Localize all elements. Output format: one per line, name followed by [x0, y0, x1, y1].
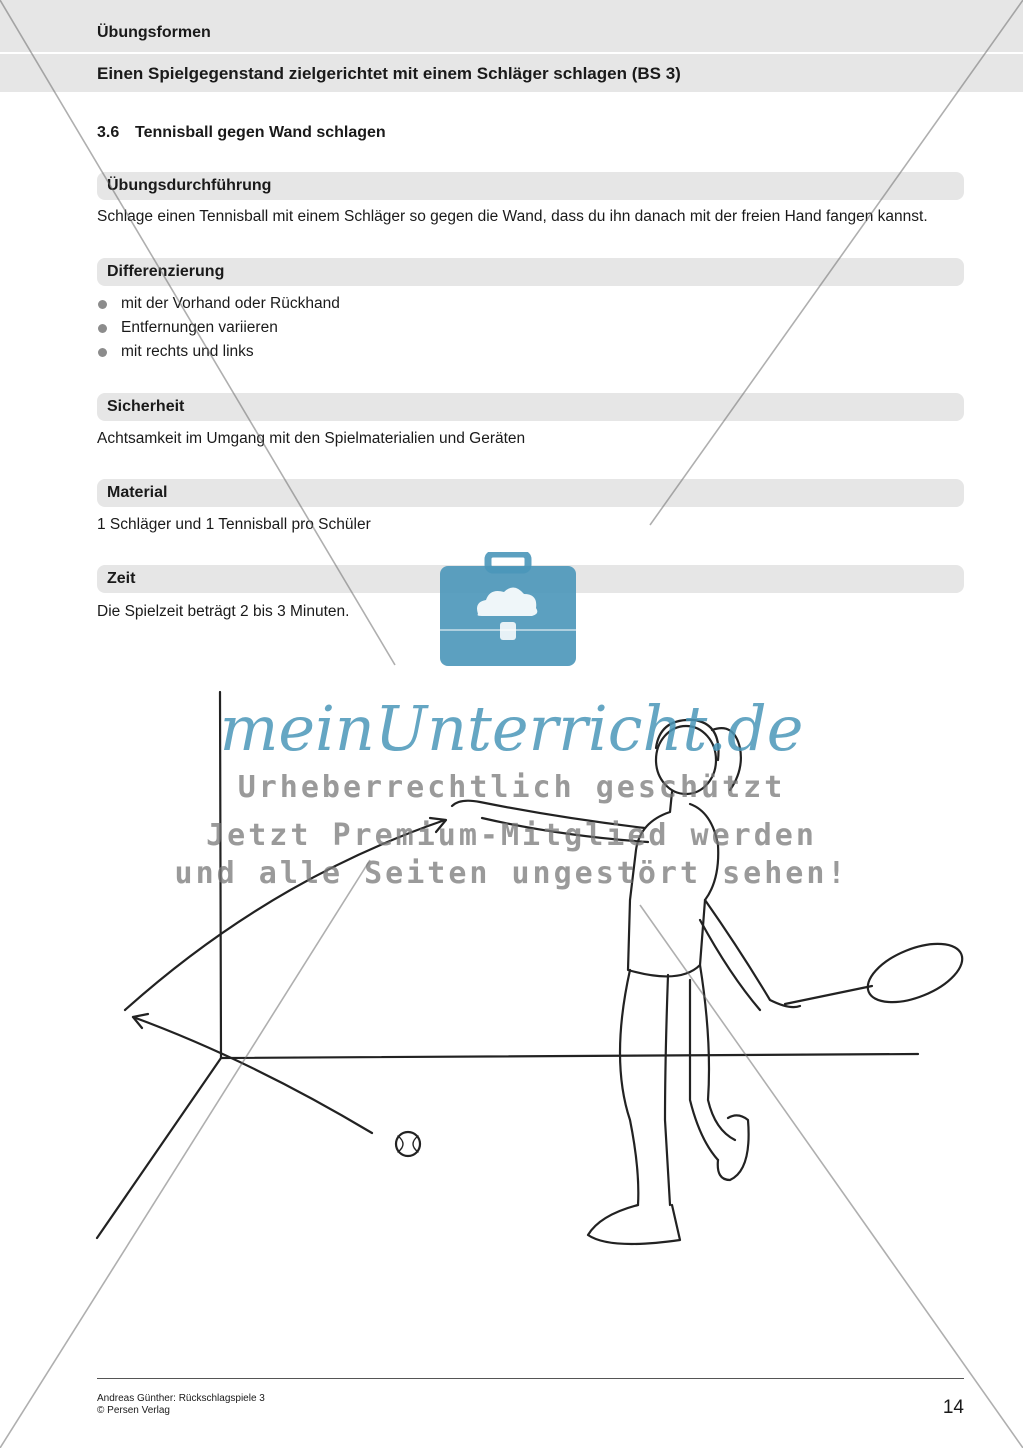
time-heading: Zeit	[107, 570, 136, 587]
material-heading: Material	[107, 484, 168, 501]
watermark-brand: meinUnterricht.de	[219, 692, 804, 765]
page-title: Einen Spielgegenstand zielgerichtet mit einem Schläger schlagen (BS 3)	[97, 64, 681, 83]
footer-divider	[97, 1378, 964, 1379]
page-number: 14	[942, 1397, 964, 1418]
footer-author: Andreas Günther: Rückschlagspiele 3	[97, 1393, 265, 1404]
time-text: Die Spielzeit beträgt 2 bis 3 Minuten.	[97, 603, 350, 620]
watermark-line-2: Jetzt Premium-Mitglied werden	[206, 818, 817, 853]
watermark-line-3: und alle Seiten ungestört sehen!	[174, 856, 849, 891]
execution-heading: Übungsdurchführung	[107, 177, 272, 194]
safety-heading: Sicherheit	[107, 398, 185, 415]
safety-text: Achtsamkeit im Umgang mit den Spielmaterialien und Geräten	[97, 430, 526, 447]
list-item: mit rechts und links	[97, 342, 340, 366]
footer-publisher: © Persen Verlag	[97, 1405, 170, 1416]
execution-text: Schlage einen Tennisball mit einem Schläger so gegen die Wand, dass du ihn danach mit der freien Hand fangen kannst.	[97, 208, 928, 225]
briefcase-icon	[438, 552, 578, 668]
section-number: 3.6	[97, 124, 120, 141]
list-item: mit der Vorhand oder Rückhand	[97, 294, 340, 318]
category-label: Übungsformen	[97, 24, 211, 41]
section-title: Tennisball gegen Wand schlagen	[135, 124, 386, 141]
material-text: 1 Schläger und 1 Tennisball pro Schüler	[97, 516, 371, 533]
footer-credits	[97, 1393, 265, 1417]
differentiation-heading: Differenzierung	[107, 263, 225, 280]
list-item: Entfernungen variieren	[97, 318, 340, 342]
watermark-line-1: Urheberrechtlich geschützt	[237, 770, 786, 805]
